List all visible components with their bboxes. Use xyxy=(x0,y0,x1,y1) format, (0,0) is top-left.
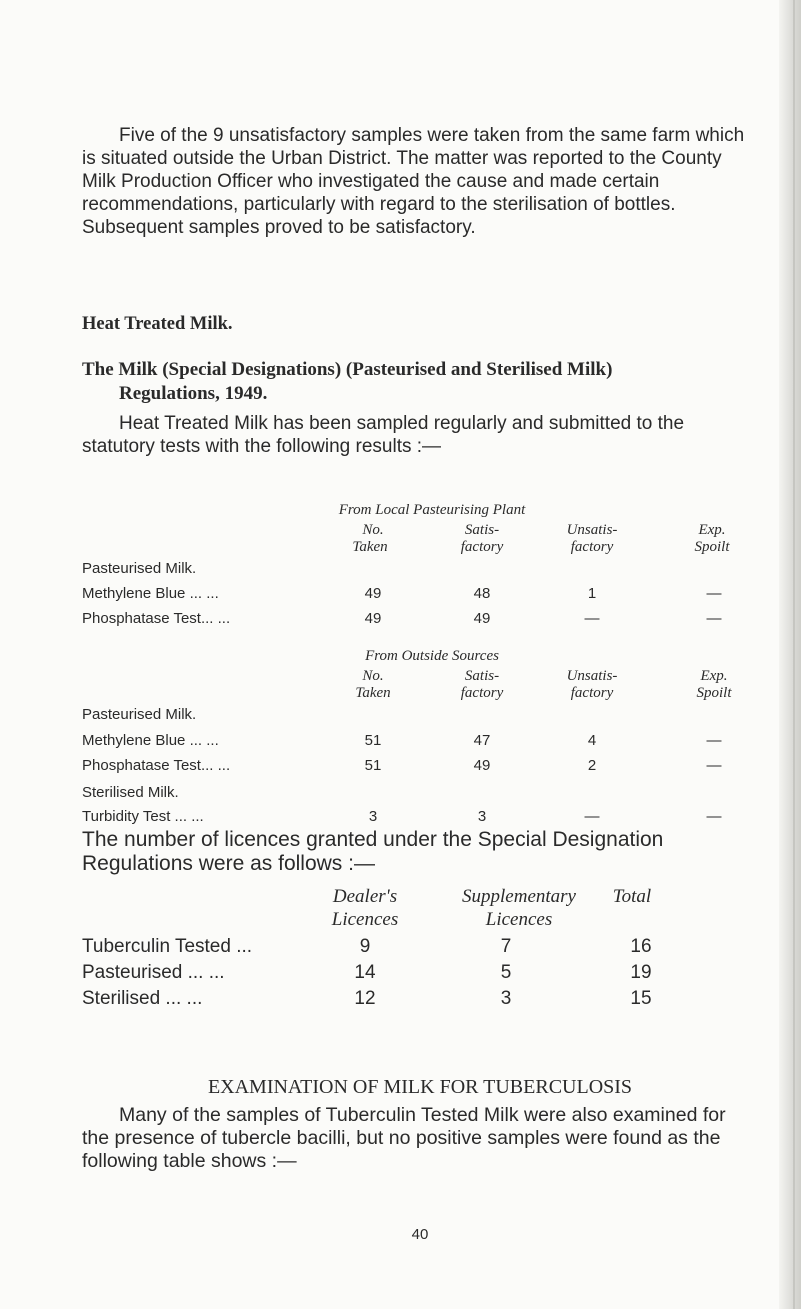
table2-cell-exp: — xyxy=(706,808,722,825)
table3-row-label: Pasteurised ... ... xyxy=(82,962,225,983)
table1-col-unsat-1: Unsatis- xyxy=(566,522,618,538)
paragraph-heat-treated-intro: Heat Treated Milk has been sampled regularly and submitted to the statutory tests with the following results :— xyxy=(82,413,685,457)
table2-row-label: Methylene Blue ... ... xyxy=(82,732,219,749)
table2-cell-unsat: 4 xyxy=(587,732,597,749)
table1-row-label: Phosphatase Test... ... xyxy=(82,610,231,627)
table3-cell-supp: 7 xyxy=(500,936,512,957)
table2-col-exp-2: Spoilt xyxy=(696,685,732,701)
table3-cell-supp: 3 xyxy=(500,988,512,1009)
table3-cell-supp: 5 xyxy=(500,962,512,983)
table2-col-sat-2: factory xyxy=(460,685,504,701)
table2-caption: From Outside Sources xyxy=(365,648,499,664)
table1-cell-unsat: — xyxy=(584,610,600,627)
table2-cell-sat: 49 xyxy=(473,757,491,774)
table3-col-total: Total xyxy=(612,886,652,907)
table1-cell-no: 49 xyxy=(364,585,382,602)
table-licences xyxy=(82,886,758,1036)
page-edge-line xyxy=(793,0,795,1309)
table1-row-label: Methylene Blue ... ... xyxy=(82,585,219,602)
paragraph-licences: The number of licences granted under the Special Designation Regulations were as follows :— xyxy=(82,828,664,875)
table3-cell-total: 19 xyxy=(630,962,652,983)
table2-cell-sat: 3 xyxy=(477,808,487,825)
table1-col-unsat-2: factory xyxy=(570,539,614,555)
paragraph-tuberculin-examination: Many of the samples of Tuberculin Tested Milk were also examined for the presence of tubercle bacilli, but no positive samples were found as the following table shows :— xyxy=(82,1104,726,1172)
table1-col-no-2: Taken xyxy=(352,539,388,555)
table3-cell-dealer: 12 xyxy=(354,988,376,1009)
regulations-line-2: Regulations, 1949. xyxy=(119,383,268,404)
table2-col-unsat-1: Unsatis- xyxy=(566,668,618,684)
table1-section-label: Pasteurised Milk. xyxy=(82,560,197,577)
table1-caption: From Local Pasteurising Plant xyxy=(338,502,526,518)
table2-cell-no: 3 xyxy=(368,808,378,825)
table2-section2-label: Sterilised Milk. xyxy=(82,784,179,801)
table-local-pasteurising xyxy=(82,502,758,642)
heading-heat-treated-milk: Heat Treated Milk. xyxy=(82,314,233,334)
table2-col-no-1: No. xyxy=(362,668,384,684)
heading-examination-tuberculosis: EXAMINATION OF MILK FOR TUBERCULOSIS xyxy=(207,1076,633,1098)
table1-cell-sat: 49 xyxy=(473,610,491,627)
table3-row-label: Sterilised ... ... xyxy=(82,988,203,1009)
page-edge-shadow xyxy=(779,0,801,1309)
regulations-line-1: The Milk (Special Designations) (Pasteurised and Sterilised Milk) xyxy=(82,359,613,380)
table1-col-sat-2: factory xyxy=(460,539,504,555)
table3-cell-total: 16 xyxy=(630,936,652,957)
table2-cell-exp: — xyxy=(706,757,722,774)
table1-col-exp-1: Exp. xyxy=(698,522,726,538)
table2-turbidity-row xyxy=(82,808,758,830)
table1-col-sat-1: Satis- xyxy=(464,522,500,538)
table-outside-sources xyxy=(82,648,758,808)
table2-cell-unsat: — xyxy=(584,808,600,825)
page-number: 40 xyxy=(411,1226,429,1243)
table3-cell-total: 15 xyxy=(630,988,652,1009)
table3-cell-dealer: 9 xyxy=(359,936,371,957)
table2-col-unsat-2: factory xyxy=(570,685,614,701)
table2-cell-unsat: 2 xyxy=(587,757,597,774)
table2-row-label: Phosphatase Test... ... xyxy=(82,757,231,774)
table2-cell-sat: 47 xyxy=(473,732,491,749)
table1-cell-sat: 48 xyxy=(473,585,491,602)
table2-cell-no: 51 xyxy=(364,732,382,749)
table1-col-no-1: No. xyxy=(362,522,384,538)
table3-col-supp-2: Licences xyxy=(485,909,553,930)
table2-cell-exp: — xyxy=(706,732,722,749)
table3-row-label: Tuberculin Tested ... xyxy=(82,936,253,957)
table3-col-dealer-1: Dealer's xyxy=(332,886,398,907)
table1-cell-unsat: 1 xyxy=(587,585,597,602)
table2-cell-no: 51 xyxy=(364,757,382,774)
table3-col-supp-1: Supplementary xyxy=(462,886,576,907)
table1-col-exp-2: Spoilt xyxy=(694,539,730,555)
table1-cell-exp: — xyxy=(706,585,722,602)
regulations-title xyxy=(82,358,758,406)
paragraph-unsatisfactory-samples: Five of the 9 unsatisfactory samples were taken from the same farm which is situated outside the Urban District. The matter was reported to the County Milk Production Officer who investigated the cause and made certain recommendations, particularly with regard to the sterilisation of bottles. Subsequent samples proved to be satisfactory. xyxy=(82,125,745,238)
table3-cell-dealer: 14 xyxy=(354,962,376,983)
table2-col-sat-1: Satis- xyxy=(464,668,500,684)
table2-section-label: Pasteurised Milk. xyxy=(82,706,197,723)
table2-col-exp-1: Exp. xyxy=(700,668,728,684)
table2-row-label: Turbidity Test ... ... xyxy=(82,808,204,825)
table1-cell-exp: — xyxy=(706,610,722,627)
table2-col-no-2: Taken xyxy=(355,685,391,701)
table3-col-dealer-2: Licences xyxy=(331,909,399,930)
table1-cell-no: 49 xyxy=(364,610,382,627)
